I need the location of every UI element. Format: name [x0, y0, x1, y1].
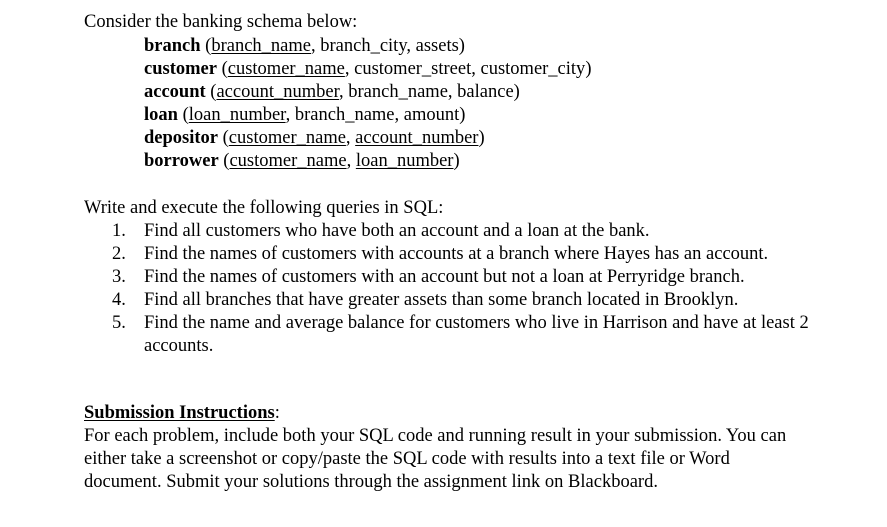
- schema-row: borrower (customer_name, loan_number): [144, 151, 460, 171]
- item-number: 3.: [112, 267, 126, 287]
- submission-line: either take a screenshot or copy/paste the SQL code with results into a text file or Word: [84, 449, 730, 469]
- table-name: loan: [144, 105, 178, 125]
- item-text: Find the name and average balance for customers who live in Harrison and have at least 2 accounts.: [144, 313, 809, 356]
- schema-list: [144, 35, 591, 173]
- table-name: customer: [144, 59, 217, 79]
- queries-intro: Write and execute the following queries in SQL:: [84, 198, 444, 218]
- close-paren: ): [453, 151, 460, 171]
- list-item: [112, 289, 877, 312]
- item-text: Find all branches that have greater assets than some branch located in Brooklyn.: [144, 290, 739, 310]
- open-paren: (: [200, 36, 212, 56]
- field: assets: [415, 36, 459, 56]
- open-paren: (: [218, 151, 230, 171]
- field: customer_street: [354, 59, 472, 79]
- schema-row: account (account_number, branch_name, balance): [144, 82, 520, 102]
- item-text: Find the names of customers with accounts at a branch where Hayes has an account.: [144, 244, 769, 264]
- schema-row: loan (loan_number, branch_name, amount): [144, 105, 466, 125]
- item-number: 4.: [112, 290, 126, 310]
- table-name: branch: [144, 36, 201, 56]
- field: customer_city: [480, 59, 586, 79]
- field: branch_name: [348, 82, 448, 102]
- table-name: borrower: [144, 151, 219, 171]
- open-paren: (: [218, 128, 229, 148]
- open-paren: (: [177, 105, 189, 125]
- item-text: Find the names of customers with an account but not a loan at Perryridge branch.: [144, 267, 745, 287]
- primary-key-field: branch_name: [211, 36, 311, 56]
- item-number: 2.: [112, 244, 126, 264]
- table-name: depositor: [144, 128, 218, 148]
- primary-key-field: customer_name: [227, 59, 345, 79]
- submission-line: For each problem, include both your SQL code and running result in your submission. You can: [84, 426, 787, 446]
- schema-row: customer (customer_name, customer_street, customer_city): [144, 59, 592, 79]
- close-paren: ): [458, 36, 465, 56]
- item-number: 5.: [112, 313, 126, 333]
- list-item: [112, 220, 877, 243]
- primary-key-field: account_number: [355, 128, 479, 148]
- submission-body: [84, 425, 874, 494]
- table-name: account: [144, 82, 206, 102]
- schema-row: branch (branch_name, branch_city, assets): [144, 36, 465, 56]
- item-text: Find all customers who have both an account and a loan at the bank.: [144, 221, 650, 241]
- field: balance: [457, 82, 514, 102]
- submission-heading: [84, 402, 280, 425]
- schema-intro: Consider the banking schema below:: [84, 12, 358, 32]
- close-paren: ): [513, 82, 520, 102]
- list-item: [112, 312, 877, 358]
- open-paren: (: [216, 59, 228, 79]
- list-item: [112, 266, 877, 289]
- submission-heading-colon: :: [274, 403, 280, 423]
- query-list: [112, 220, 877, 358]
- field: amount: [403, 105, 460, 125]
- primary-key-field: customer_name: [229, 151, 347, 171]
- primary-key-field: loan_number: [355, 151, 454, 171]
- close-paren: ): [585, 59, 592, 79]
- field: branch_city: [320, 36, 407, 56]
- list-item: [112, 243, 877, 266]
- close-paren: ): [459, 105, 466, 125]
- primary-key-field: loan_number: [188, 105, 286, 125]
- primary-key-field: customer_name: [228, 128, 346, 148]
- item-number: 1.: [112, 221, 126, 241]
- open-paren: (: [205, 82, 217, 102]
- submission-line: document. Submit your solutions through the assignment link on Blackboard.: [84, 472, 658, 492]
- field: branch_name: [294, 105, 395, 125]
- primary-key-field: account_number: [216, 82, 340, 102]
- submission-heading-text: Submission Instructions: [84, 403, 275, 423]
- close-paren: ): [478, 128, 485, 148]
- schema-row: depositor (customer_name, account_number): [144, 128, 485, 148]
